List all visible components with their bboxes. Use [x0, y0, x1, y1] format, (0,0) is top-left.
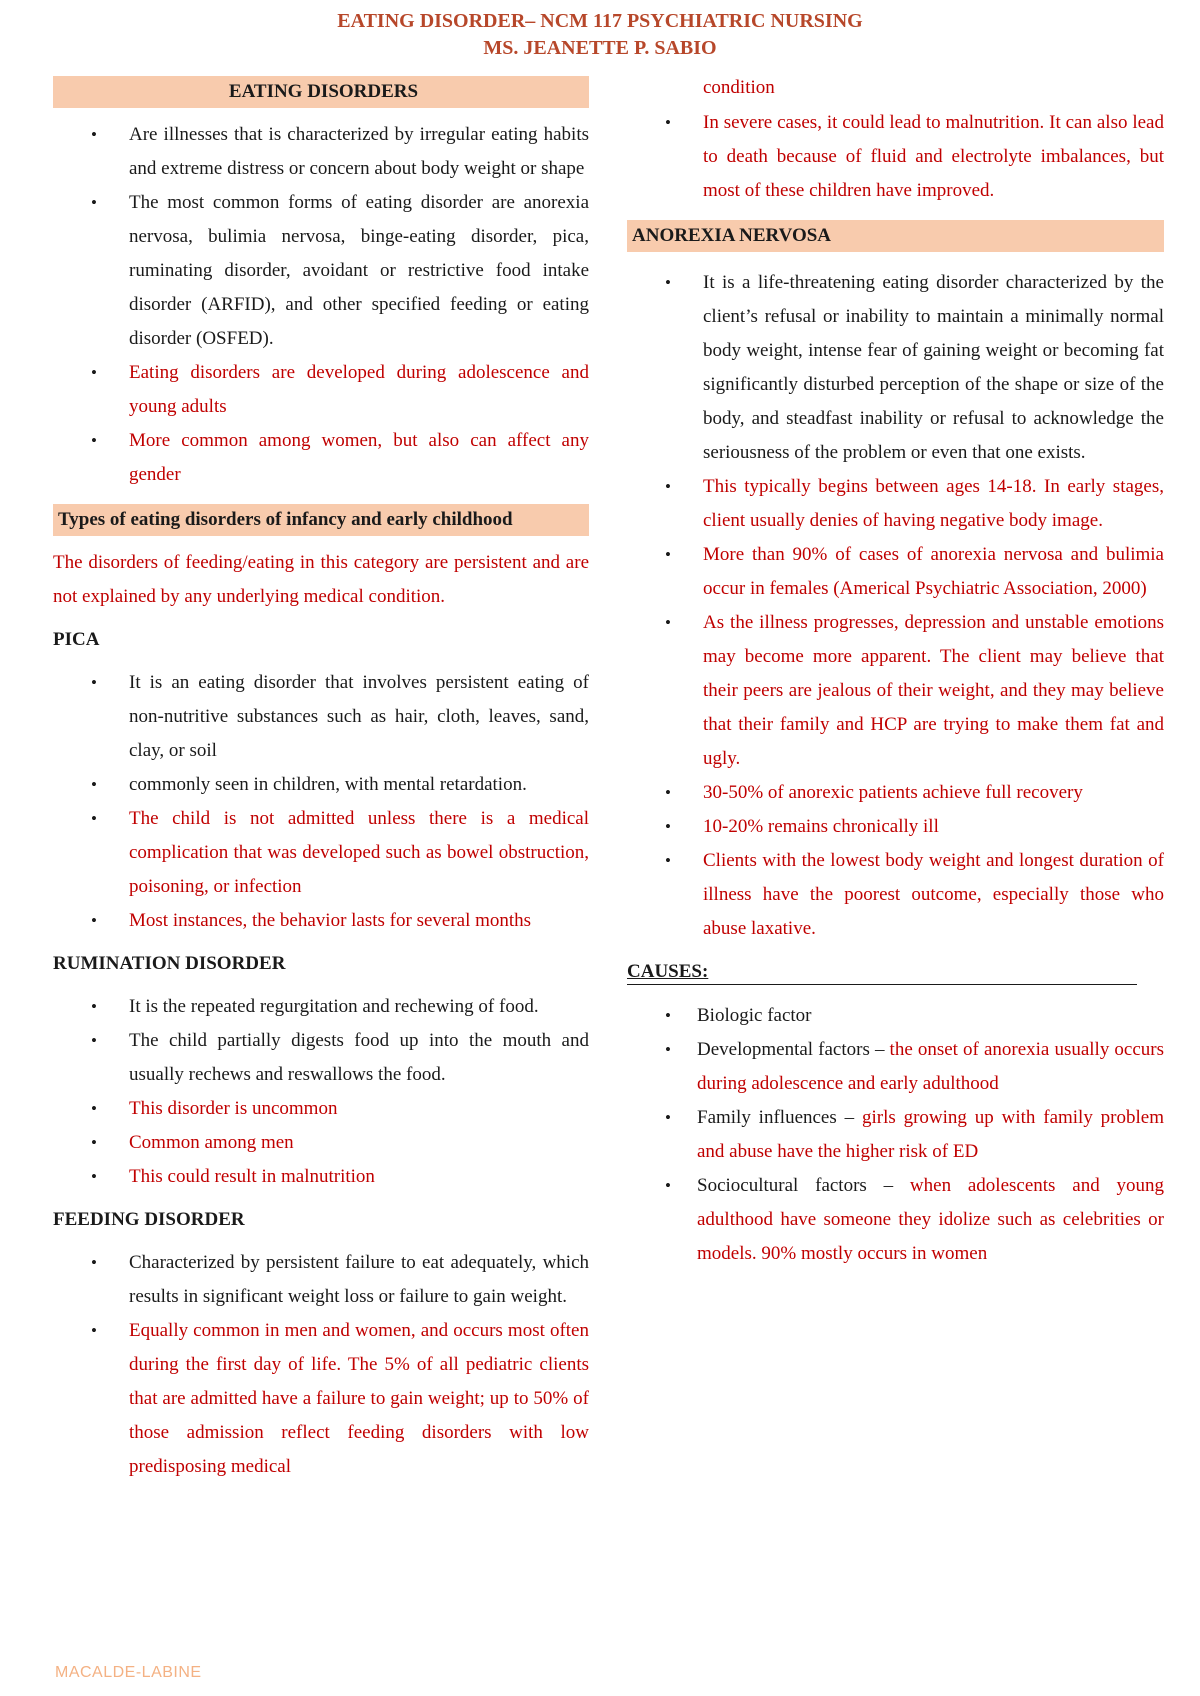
right-column — [627, 76, 1164, 1271]
list-item — [627, 1033, 1164, 1101]
anorexia-list — [627, 266, 1164, 946]
list-item: • Are illnesses that is characterized by irregular eating habits and extreme distress or concern about body weight or shape — [53, 118, 589, 186]
section-title-infancy-types: Types of eating disorders of infancy and early childhood — [53, 504, 589, 536]
list-item: • The most common forms of eating disorder are anorexia nervosa, bulimia nervosa, binge-eating disorder, pica, ruminating disorder, avoidant or restrictive food intake disorder (ARFID), and other specified feeding or eating disorder (OSFED). — [53, 186, 589, 356]
list-item: • It is an eating disorder that involves persistent eating of non-nutritive substances such as hair, cloth, leaves, sand, clay, or soil — [53, 666, 589, 768]
causes-list — [627, 999, 1164, 1271]
document-header — [0, 8, 1200, 62]
list-item: • commonly seen in children, with mental retardation. — [53, 768, 589, 802]
section-title-eating-disorders: EATING DISORDERS — [53, 76, 589, 108]
section-title-causes: CAUSES: — [627, 960, 1137, 985]
section-title-anorexia: ANOREXIA NERVOSA — [627, 220, 1164, 252]
list-item: • This disorder is uncommon — [53, 1092, 589, 1126]
eating-disorders-list — [53, 118, 589, 492]
left-column — [53, 76, 589, 1484]
list-item: • 30-50% of anorexic patients achieve full recovery — [627, 776, 1164, 810]
list-item: • Equally common in men and women, and occurs most often during the first day of life. The 5% of all pediatric clients that are admitted have a failure to gain weight; up to 50% of those admission reflect feeding disorders with low predisposing medical — [53, 1314, 589, 1484]
list-item: • More than 90% of cases of anorexia nervosa and bulimia occur in females (Americal Psychiatric Association, 2000) — [627, 538, 1164, 606]
list-item: • It is a life-threatening eating disorder characterized by the client’s refusal or inability to maintain a minimally normal body weight, intense fear of gaining weight or becoming fat significantly disturbed perception of the shape or size of the body, and steadfast inability or refusal to acknowledge the seriousness of the problem or even that one exists. — [627, 266, 1164, 470]
cause-label: Family influences — [697, 1107, 837, 1128]
list-item: • 10-20% remains chronically ill — [627, 810, 1164, 844]
cause-detail: when adolescents and young adulthood have someone they idolize such as celebrities or models. 90% mostly occurs in women — [697, 1175, 1164, 1264]
list-item: • The child is not admitted unless there is a medical complication that was developed such as bowel obstruction, poisoning, or infection — [53, 802, 589, 904]
list-item: • This typically begins between ages 14-18. In early stages, client usually denies of having negative body image. — [627, 470, 1164, 538]
list-item: • Clients with the lowest body weight and longest duration of illness have the poorest outcome, especially those who abuse laxative. — [627, 844, 1164, 946]
list-item — [627, 999, 1164, 1033]
list-item: • It is the repeated regurgitation and rechewing of food. — [53, 990, 589, 1024]
cause-label: Sociocultural factors — [697, 1175, 867, 1196]
list-item — [627, 1101, 1164, 1169]
pica-list — [53, 666, 589, 938]
footer-author: MACALDE-LABINE — [55, 1664, 202, 1681]
list-item: • Characterized by persistent failure to eat adequately, which results in significant weight loss or failure to gain weight. — [53, 1246, 589, 1314]
list-item: • Common among men — [53, 1126, 589, 1160]
subheading-pica: PICA — [53, 629, 100, 650]
feeding-list — [53, 1246, 589, 1484]
list-item: • Most instances, the behavior lasts for several months — [53, 904, 589, 938]
list-item: • Eating disorders are developed during adolescence and young adults — [53, 356, 589, 424]
continued-list — [627, 106, 1164, 208]
header-instructor: MS. JEANETTE P. SABIO — [483, 37, 717, 59]
list-item: • As the illness progresses, depression and unstable emotions may become more apparent. The client may believe that their peers are jealous of their weight, and they may believe that their family and HCP are trying to make them fat and ugly. — [627, 606, 1164, 776]
cause-separator: – — [866, 1175, 910, 1196]
list-item: • More common among women, but also can affect any gender — [53, 424, 589, 492]
subheading-feeding: FEEDING DISORDER — [53, 1209, 245, 1230]
cause-detail: girls growing up with family problem and abuse have the higher risk of ED — [697, 1107, 1164, 1162]
list-item: • This could result in malnutrition — [53, 1160, 589, 1194]
continued-text: condition — [703, 77, 775, 98]
infancy-intro: The disorders of feeding/eating in this category are persistent and are not explained by any underlying medical condition. — [53, 552, 589, 607]
cause-separator: – — [836, 1107, 862, 1128]
header-title: EATING DISORDER– NCM 117 PSYCHIATRIC NURSING — [337, 10, 863, 32]
rumination-list — [53, 990, 589, 1194]
cause-label: Biologic factor — [697, 1005, 812, 1026]
cause-label: Developmental factors — [697, 1039, 870, 1060]
cause-detail: the onset of anorexia usually occurs during adolescence and early adulthood — [697, 1039, 1165, 1094]
list-item: • In severe cases, it could lead to malnutrition. It can also lead to death because of fluid and electrolyte imbalances, but most of these children have improved. — [627, 106, 1164, 208]
list-item — [627, 1169, 1164, 1271]
list-item: • The child partially digests food up into the mouth and usually rechews and reswallows the food. — [53, 1024, 589, 1092]
cause-separator: – — [869, 1039, 890, 1060]
subheading-rumination: RUMINATION DISORDER — [53, 953, 286, 974]
